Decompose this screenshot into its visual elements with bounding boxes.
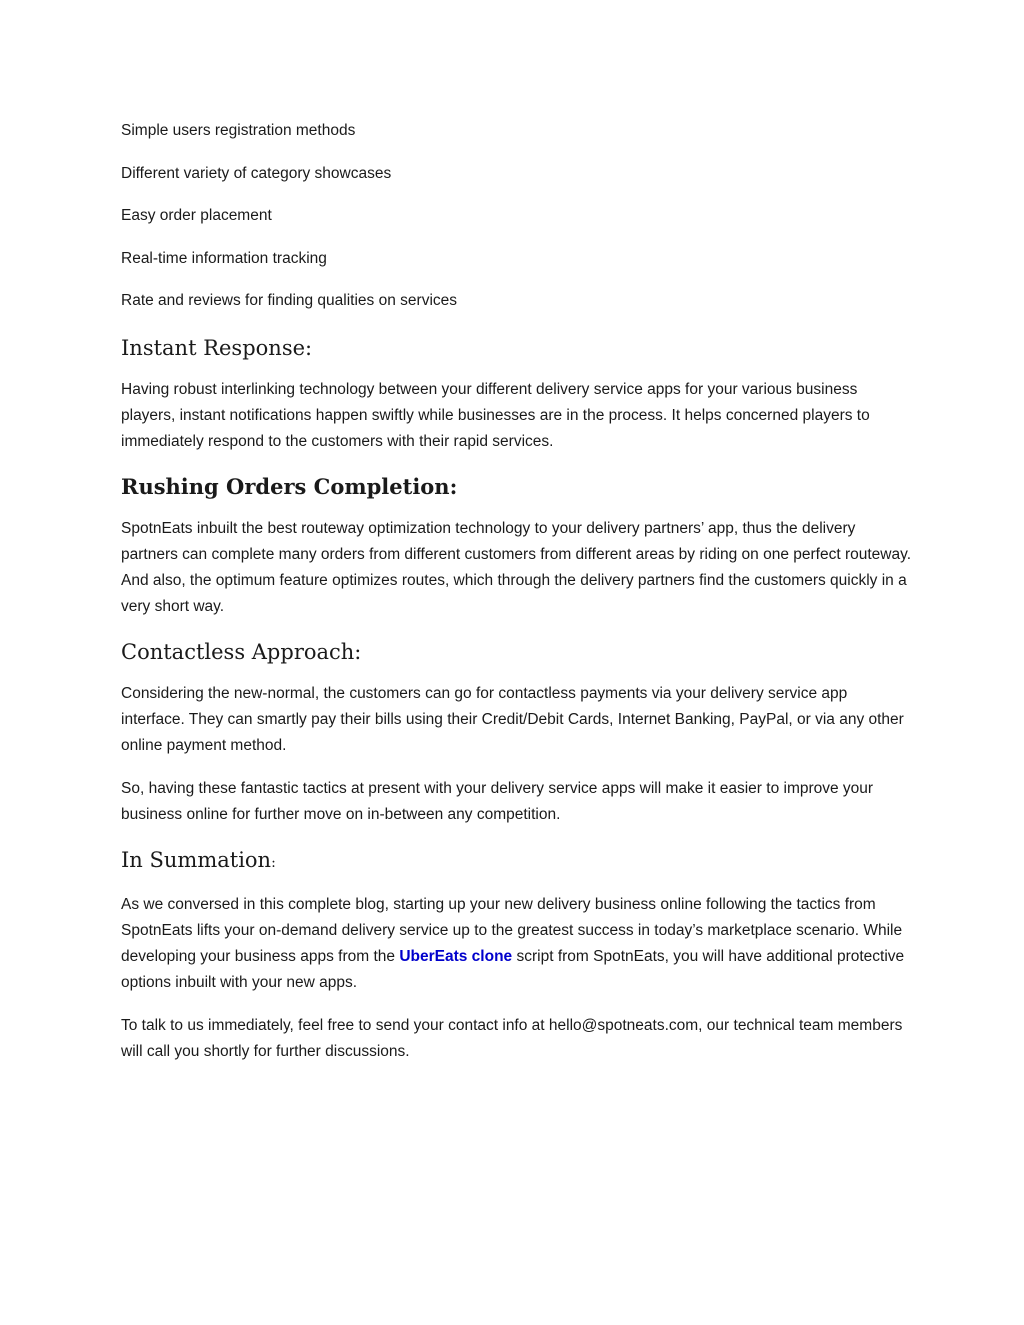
feature-item: Easy order placement — [121, 207, 272, 224]
feature-item: Rate and reviews for finding qualities on services — [121, 292, 458, 309]
feature-item: Different variety of category showcases — [121, 164, 392, 182]
heading-summation — [121, 845, 911, 878]
summation-text-after-link: script from SpotnEats, you will have additional protective options inbuilt with your new apps. — [121, 947, 905, 991]
heading-instant-response: Instant Response: — [121, 335, 313, 360]
heading-rushing-orders: Rushing Orders Completion: — [121, 473, 458, 499]
heading-summation-colon: : — [271, 854, 276, 871]
feature-item: Simple users registration methods — [121, 122, 356, 139]
paragraph-summation — [121, 892, 911, 996]
paragraph-instant-response: Having robust interlinking technology between your different delivery service apps for your various business players, instant notifications happen swiftly while businesses are in the process. It helps concerned players to immediately respond to the customers with their rapid services. — [121, 380, 870, 450]
paragraph-rushing-orders: SpotnEats inbuilt the best routeway optimization technology to your delivery partners’ app, thus the delivery partners can complete many orders from different customers from different areas by riding on one perfect routeway. And also, the optimum feature optimizes routes, which through the delivery partners find the customers quickly in a very short way. — [121, 519, 912, 615]
feature-item: Real-time information tracking — [121, 249, 327, 267]
summation-text-before-link: As we conversed in this complete blog, starting up your new delivery business online following the tactics from SpotnEats lifts your on-demand delivery service up to the greatest success in today’s marketplace scenario. While developing your business apps from the — [121, 895, 903, 965]
document-page — [121, 118, 911, 1082]
heading-summation-text: In Summation — [121, 847, 272, 872]
heading-contactless: Contactless Approach: — [121, 639, 362, 664]
paragraph-contactless-2: So, having these fantastic tactics at present with your delivery service apps will make it easier to improve your business online for further move on in-between any competition. — [121, 779, 874, 823]
paragraph-contactless-1: Considering the new-normal, the customers can go for contactless payments via your delivery service app interface. They can smartly pay their bills using their Credit/Debit Cards, Internet Banking, PayPal, or via any other online payment method. — [121, 684, 904, 754]
paragraph-contact: To talk to us immediately, feel free to send your contact info at hello@spotneats.com, our technical team members will call you shortly for further discussions. — [121, 1016, 903, 1060]
ubereats-clone-link[interactable]: UberEats clone — [399, 947, 513, 965]
